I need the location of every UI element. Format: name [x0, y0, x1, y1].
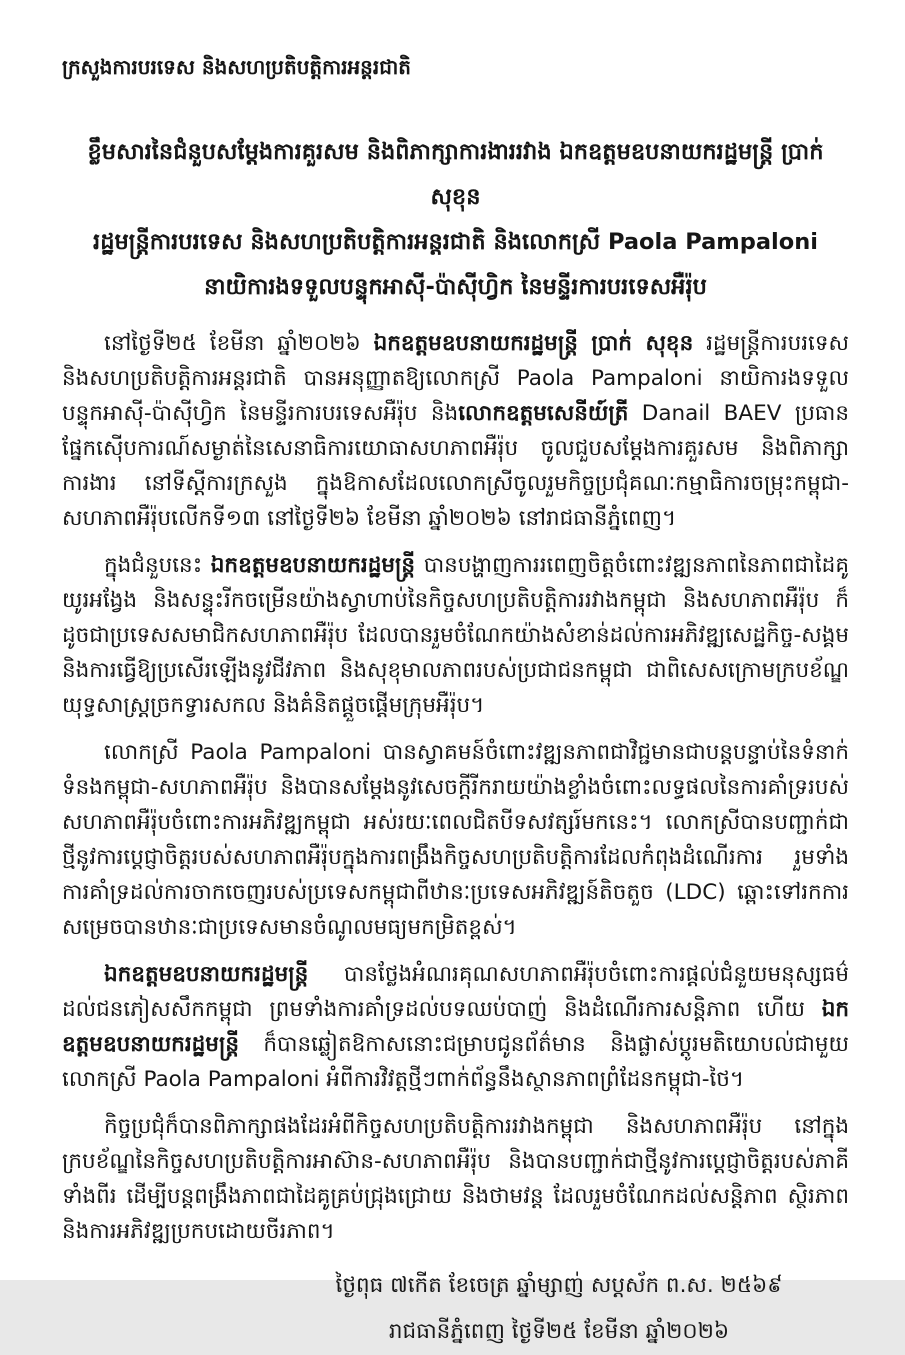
- document-body: [62, 326, 849, 1249]
- title-line-3: នាយិការងទទួលបន្ទុកអាស៊ី-ប៉ាស៊ីហ្វិក នៃមន្ទីរការបរទេសអឺរ៉ុប: [204, 274, 707, 300]
- bold-text-run: ឯកឧត្តមឧបនាយករដ្ឋមន្ត្រី: [62, 997, 849, 1057]
- text-run: បានបង្ហាញការរពេញចិត្តចំពោះវឌ្ឍនភាពនៃភាពជាដៃគូយូរអង្វែង និងសន្ទុះរីកចម្រើនយ៉ាងស្វាហាប់នៃកិច្ចសហប្រតិបត្តិការរវាងកម្ពុជា និងសហភាពអឺរ៉ុប ក៏ដូចជាប្រទេសសមាជិកសហភាពអឺរ៉ុប ដែលបានរួមចំណែកយ៉ាងសំខាន់ដល់ការអភិវឌ្ឍសេដ្ឋកិច្ច-សង្គម និងការធ្វើឱ្យប្រសើរឡើងនូវជីវភាព និងសុខុមាលភាពរបស់ប្រជាជនកម្ពុជា ជាពិសេសក្រោមក្របខ័ណ្ឌយុទ្ធសាស្ត្រច្រកទ្វារសកល និងគំនិតផ្តួចផ្តើមក្រុមអឺរ៉ុប។: [62, 553, 849, 718]
- document-title: [62, 130, 849, 310]
- text-run: នៅថ្ងៃទី២៥ ខែមីនា ឆ្នាំ២០២៦: [104, 331, 374, 356]
- ministry-header: ក្រសួងការបរទេស និងសហប្រតិបត្តិការអន្តរជាតិ: [62, 55, 411, 79]
- gregorian-date-line: រាជធានីភ្នំពេញ ថ្ងៃទី២៥ ខែមីនា ឆ្នាំ២០២៦: [388, 1319, 730, 1344]
- bold-text-run: ឯកឧត្តមឧបនាយករដ្ឋមន្ត្រី: [210, 553, 416, 578]
- bold-text-run: លោកឧត្តមសេនីយ៍ត្រី: [458, 401, 629, 426]
- paragraph: [62, 957, 849, 1097]
- paragraph: [62, 548, 849, 723]
- text-run: Danail BAEV ប្រធានផ្នែកស៊ើបការណ៍សម្ងាត់នៃសេនាធិការយោធាសហភាពអឺរ៉ុប ចូលជួបសម្តែងការគួរសម និងពិភាក្សាការងារ នៅទីស្តីការក្រសួង ក្នុងឱកាសដែលលោកស្រីចូលរួមកិច្ចប្រជុំគណៈកម្មាធិការចម្រុះកម្ពុជា-សហភាពអឺរ៉ុបលើកទី១៣ នៅថ្ងៃទី២៦ ខែមីនា ឆ្នាំ២០២៦ នៅរាជធានីភ្នំពេញ។: [62, 401, 849, 531]
- text-run: បានថ្លែងអំណរគុណសហភាពអឺរ៉ុបចំពោះការផ្តល់ជំនួយមនុស្សធម៌ដល់ជនភៀសសឹកកម្ពុជា ព្រមទាំងការគាំទ្រដល់បទឈប់បាញ់ និងដំណើរការសន្តិភាព ហើយ: [62, 962, 849, 1022]
- title-line-1: ខ្លឹមសារនៃជំនួបសម្តែងការគួរសម និងពិភាក្សាការងាររវាង ឯកឧត្តមឧបនាយករដ្ឋមន្ត្រី ប្រាក់ សុខុន: [87, 139, 824, 210]
- bold-text-run: ឯកឧត្តមឧបនាយករដ្ឋមន្ត្រី: [104, 962, 309, 987]
- bold-text-run: ឯកឧត្តមឧបនាយករដ្ឋមន្ត្រី ប្រាក់ សុខុន: [373, 331, 694, 356]
- text-run: កិច្ចប្រជុំក៏បានពិភាក្សាផងដែរអំពីកិច្ចសហប្រតិបត្តិការរវាងកម្ពុជា និងសហភាពអឺរ៉ុប នៅក្នុងក្របខ័ណ្ឌនៃកិច្ចសហប្រតិបត្តិការអាស៊ាន-សហភាពអឺរ៉ុប និងបានបញ្ជាក់ជាថ្មីនូវការប្តេជ្ញាចិត្តរបស់ភាគីទាំងពីរ ដើម្បីបន្តពង្រឹងភាពជាដៃគូគ្រប់ជ្រុងជ្រោយ និងថាមវន្ត ដែលរួមចំណែកដល់សន្តិភាព ស្ថិរភាព និងការអភិវឌ្ឍប្រកបដោយចីរភាព។: [62, 1114, 849, 1244]
- paragraph: [62, 1109, 849, 1249]
- date-block: [309, 1263, 809, 1355]
- text-run: លោកស្រី Paola Pampaloni បានស្វាគមន៍ចំពោះវឌ្ឍនភាពជាវិជ្ជមានជាបន្តបន្ទាប់នៃទំនាក់ទំនងកម្ពុជា-សហភាពអឺរ៉ុប និងបានសម្តែងនូវសេចក្តីរីករាយយ៉ាងខ្លាំងចំពោះលទ្ធផលនៃការគាំទ្ររបស់សហភាពអឺរ៉ុបចំពោះការអភិវឌ្ឍកម្ពុជា អស់រយៈពេលជិតបីទសវត្សរ៍មកនេះ។ លោកស្រីបានបញ្ជាក់ជាថ្មីនូវការប្តេជ្ញាចិត្តរបស់សហភាពអឺរ៉ុបក្នុងការពង្រឹងកិច្ចសហប្រតិបត្តិការដែលកំពុងដំណើរការ រួមទាំងការគាំទ្រដល់ការចាកចេញរបស់ប្រទេសកម្ពុជាពីឋានៈប្រទេសអភិវឌ្ឍន៍តិចតួច (LDC) ឆ្ពោះទៅរកការសម្រេចបានឋានៈជាប្រទេសមានចំណូលមធ្យមកម្រិតខ្ពស់។: [62, 740, 849, 940]
- lunar-date-line: ថ្ងៃពុធ ៧កើត ខែចេត្រ ឆ្នាំម្សាញ់ សប្តស័ក ព.ស. ២៥៦៩: [335, 1273, 783, 1298]
- title-line-2: រដ្ឋមន្ត្រីការបរទេស និងសហប្រតិបត្តិការអន្តរជាតិ និងលោកស្រី Paola Pampaloni: [93, 229, 818, 255]
- paragraph: [62, 735, 849, 945]
- text-run: ក៏បានឆ្លៀតឱកាសនោះជម្រាបជូនព័ត៌មាន និងផ្លាស់ប្តូរមតិយោបល់ជាមួយលោកស្រី Paola Pampaloni អំពីការវិវត្តថ្មីៗពាក់ព័ន្ធនឹងស្ថានភាពព្រំដែនកម្ពុជា-ថៃ។: [62, 1032, 849, 1092]
- text-run: រដ្ឋមន្ត្រីការបរទេស និងសហប្រតិបត្តិការអន្តរជាតិ បានអនុញ្ញាតឱ្យលោកស្រី Paola Pampaloni នាយិការងទទួលបន្ទុកអាស៊ី-ប៉ាស៊ីហ្វិក នៃមន្ទីរការបរទេសអឺរ៉ុប និង: [62, 331, 849, 426]
- paragraph: [62, 326, 849, 536]
- text-run: ក្នុងជំនួបនេះ: [104, 553, 211, 578]
